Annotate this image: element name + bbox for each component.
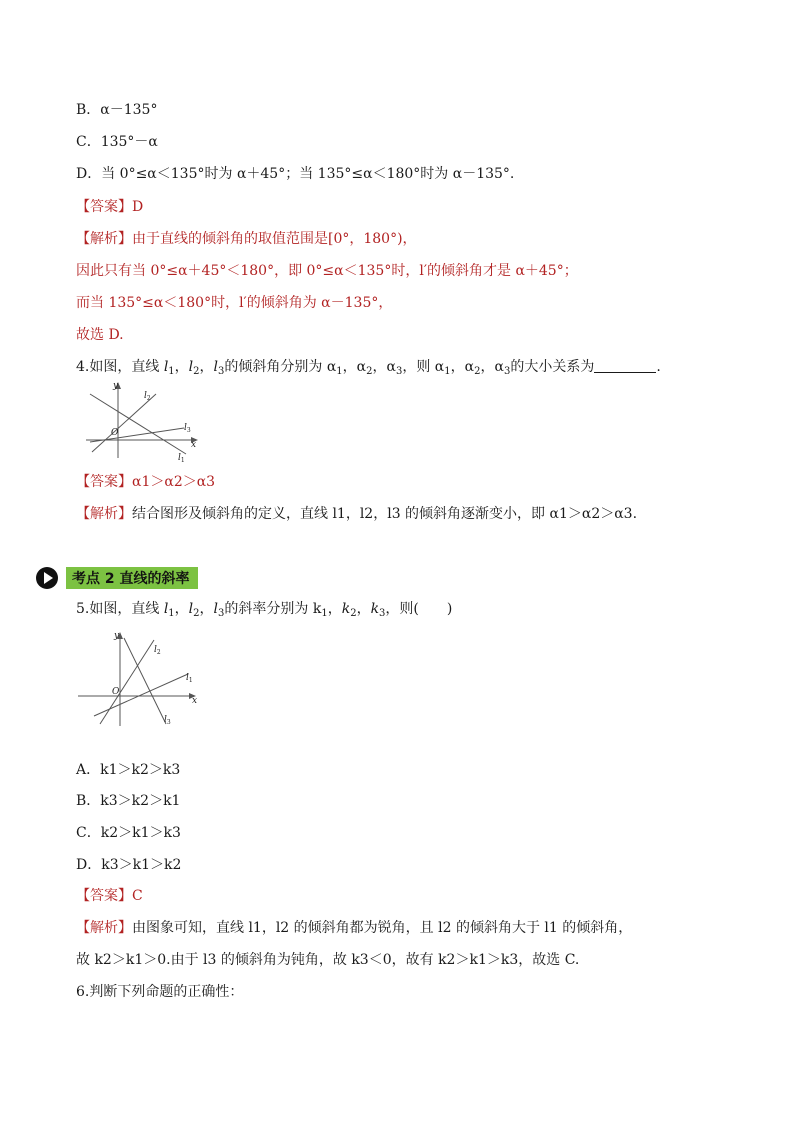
q4-stem: 4.如图，直线 $l_1$，$l_2$，$l_3$的倾斜角分别为 $\alpha_1$，$\alpha_2$，$\alpha_3$，则 $\alpha_1$，$\alpha_2$，$\alpha_3$的大小关系为 . — [76, 359, 661, 377]
origin-label: O — [112, 687, 120, 697]
q3-analysis-2: 因此只有当 0°≤α＋45°＜180°，即 0°≤α＜135°时，l′的倾斜角才是 α＋45°； — [76, 263, 578, 279]
l3-label: $l_3$ — [164, 715, 171, 726]
q4-answer — [76, 472, 215, 492]
q3-analysis-3: 而当 135°≤α＜180°时，l′的倾斜角为 α－135°， — [76, 295, 393, 311]
l1-label: $l_1$ — [178, 453, 185, 462]
q4-figure — [82, 380, 202, 462]
q5-stem-part: ，则( ) — [385, 601, 453, 617]
q5-option-a: A．k1＞k2＞k3 — [76, 762, 181, 778]
analysis-tag: 【解析】 — [76, 920, 132, 936]
section-header — [36, 566, 198, 590]
analysis-text: 由图象可知，直线 l1，l2 的倾斜角都为锐角，且 l2 的倾斜角大于 l1 的倾斜角， — [132, 920, 633, 936]
q5-option-b: B．k3＞k2＞k1 — [76, 793, 181, 809]
answer-value: C — [132, 888, 143, 904]
y-label: y — [114, 631, 120, 641]
answer-value: α1＞α2＞α3 — [132, 474, 216, 490]
q4-stem-part: 的倾斜角分别为 α — [224, 359, 337, 375]
q4-stem-part: . — [656, 359, 661, 375]
q5-analysis-2: 故 k2＞k1＞0.由于 l3 的倾斜角为钝角，故 k3＜0，故有 k2＞k1＞k3，故选 C. — [76, 952, 580, 968]
line-l1 — [94, 674, 188, 716]
q3-analysis-4: 故选 D. — [76, 327, 124, 343]
line-l1 — [90, 394, 186, 454]
section-label: 考点 2 直线的斜率 — [66, 567, 198, 589]
q5-stem: 5.如图，直线 $l_1$，$l_2$，$l_3$的斜率分别为 $k_1$，$k_2$，$k_3$，则( ) — [76, 601, 453, 619]
origin-label: O — [111, 428, 119, 438]
q4-analysis — [76, 504, 637, 524]
l2-label: $l_2$ — [144, 391, 151, 402]
q4-stem-part: 的大小关系为 — [510, 359, 595, 375]
q4-stem-part: ，则 α — [402, 359, 445, 375]
q5-answer — [76, 886, 143, 906]
q5-figure — [74, 628, 204, 728]
answer-tag: 【答案】 — [76, 474, 132, 490]
x-label: x — [192, 696, 198, 706]
x-label: x — [191, 440, 197, 450]
answer-value: D — [132, 199, 144, 215]
line-l2 — [92, 394, 156, 452]
q3-analysis-1 — [76, 229, 417, 249]
q3-option-b: B．α－135° — [76, 102, 158, 118]
l1-label: $l_1$ — [186, 673, 193, 684]
q5-option-c: C．k2＞k1＞k3 — [76, 825, 181, 841]
answer-blank — [594, 358, 656, 373]
y-label: y — [113, 381, 119, 391]
analysis-text: 结合图形及倾斜角的定义，直线 l1，l2，l3 的倾斜角逐渐变小，即 α1＞α2＞α3. — [132, 506, 638, 522]
analysis-tag: 【解析】 — [76, 231, 132, 247]
analysis-text: 由于直线的倾斜角的取值范围是[0°，180°)， — [132, 231, 417, 247]
l3-label: $l_3$ — [184, 423, 191, 434]
q5-analysis-1 — [76, 918, 632, 938]
answer-tag: 【答案】 — [76, 199, 132, 215]
q5-option-d: D．k3＞k1＞k2 — [76, 857, 182, 873]
q5-stem-part: 5.如图，直线 — [76, 601, 164, 617]
q5-stem-part: 的斜率分别为 k — [224, 601, 322, 617]
l2-label: $l_2$ — [154, 645, 161, 656]
analysis-tag: 【解析】 — [76, 506, 132, 522]
q6-stem: 6.判断下列命题的正确性： — [76, 984, 244, 1000]
play-icon — [36, 567, 58, 589]
q3-option-c: C．135°－α — [76, 134, 158, 150]
q3-option-d: D．当 0°≤α＜135°时为 α＋45°；当 135°≤α＜180°时为 α－135°. — [76, 166, 515, 182]
answer-tag: 【答案】 — [76, 888, 132, 904]
q3-answer — [76, 197, 143, 217]
q4-stem-part: 4.如图，直线 — [76, 359, 164, 375]
